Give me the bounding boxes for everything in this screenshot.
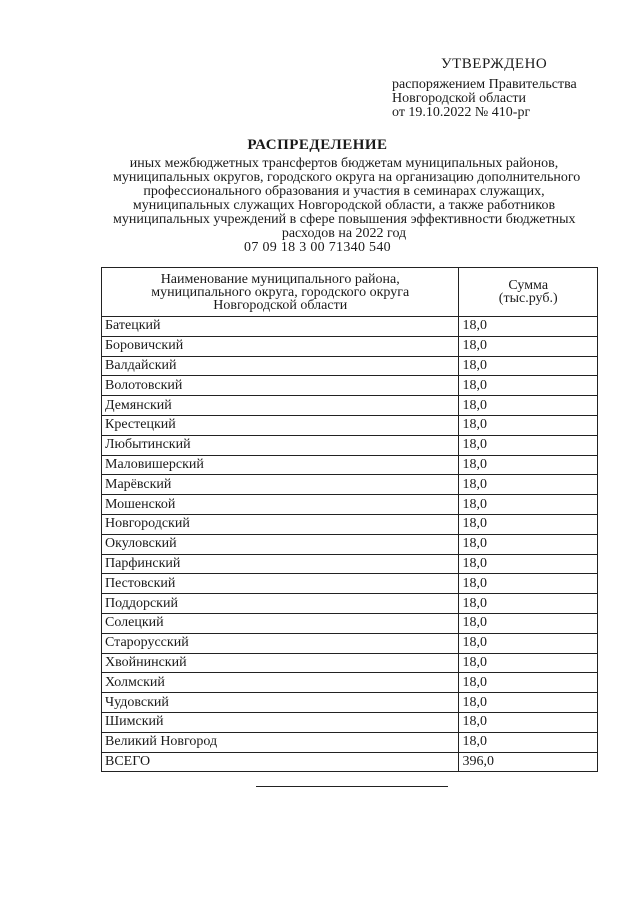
sum-value: 18,0 bbox=[459, 495, 598, 515]
approval-reference bbox=[392, 78, 577, 120]
sum-value: 18,0 bbox=[459, 396, 598, 416]
header-sum-line: (тыс.руб.) bbox=[498, 291, 558, 306]
municipality-name: Новгородский bbox=[102, 514, 459, 534]
total-value: 396,0 bbox=[459, 752, 598, 772]
table-row bbox=[102, 396, 598, 416]
approval-line: распоряжением Правительства bbox=[392, 77, 577, 92]
municipality-name: Чудовский bbox=[102, 693, 459, 713]
municipality-name: Шимский bbox=[102, 712, 459, 732]
header-sum-line: Сумма bbox=[508, 278, 549, 293]
table-row bbox=[102, 712, 598, 732]
municipality-name: Демянский bbox=[102, 396, 459, 416]
municipality-name: Валдайский bbox=[102, 356, 459, 376]
subtitle-line: профессионального образования и участия в семинарах служащих, bbox=[143, 184, 545, 199]
subtitle-line: муниципальных округов, городского округа на организацию дополнительного bbox=[113, 170, 581, 185]
sum-value: 18,0 bbox=[459, 693, 598, 713]
sum-value: 18,0 bbox=[459, 613, 598, 633]
municipality-name: Парфинский bbox=[102, 554, 459, 574]
sum-value: 18,0 bbox=[459, 415, 598, 435]
table-row bbox=[102, 633, 598, 653]
municipality-name: Окуловский bbox=[102, 534, 459, 554]
header-name-cell bbox=[102, 268, 459, 317]
sum-value: 18,0 bbox=[459, 514, 598, 534]
table-row bbox=[102, 613, 598, 633]
table-row bbox=[102, 554, 598, 574]
table-row bbox=[102, 495, 598, 515]
table-row bbox=[102, 693, 598, 713]
table-row bbox=[102, 336, 598, 356]
table-row bbox=[102, 376, 598, 396]
approval-line: Новгородской области bbox=[392, 91, 526, 106]
header-sum-cell bbox=[459, 268, 598, 317]
header-name-line: муниципального округа, городского округа bbox=[151, 284, 410, 300]
total-row bbox=[102, 752, 598, 772]
sum-value: 18,0 bbox=[459, 317, 598, 337]
approval-stamp: УТВЕРЖДЕНО bbox=[441, 56, 548, 72]
table-row bbox=[102, 732, 598, 752]
total-label: ВСЕГО bbox=[102, 752, 459, 772]
document-subtitle bbox=[113, 156, 581, 241]
municipality-name: Волотовский bbox=[102, 376, 459, 396]
sum-value: 18,0 bbox=[459, 594, 598, 614]
table-row bbox=[102, 534, 598, 554]
table-row bbox=[102, 574, 598, 594]
subtitle-line: муниципальных учреждений в сфере повышения эффективности бюджетных bbox=[113, 212, 576, 227]
table-row bbox=[102, 435, 598, 455]
sum-value: 18,0 bbox=[459, 554, 598, 574]
municipality-name: Великий Новгород bbox=[102, 732, 459, 752]
sum-value: 18,0 bbox=[459, 336, 598, 356]
sum-value: 18,0 bbox=[459, 633, 598, 653]
municipality-name: Батецкий bbox=[102, 317, 459, 337]
distribution-table bbox=[101, 267, 598, 772]
subtitle-line: иных межбюджетных трансфертов бюджетам муниципальных районов, bbox=[129, 156, 559, 171]
table-row bbox=[102, 415, 598, 435]
closing-divider bbox=[256, 786, 448, 787]
approval-line: от 19.10.2022 № 410-рг bbox=[392, 105, 531, 120]
budget-classification-code: 07 09 18 3 00 71340 540 bbox=[244, 240, 391, 255]
sum-value: 18,0 bbox=[459, 712, 598, 732]
sum-value: 18,0 bbox=[459, 435, 598, 455]
municipality-name: Мошенской bbox=[102, 495, 459, 515]
table-row bbox=[102, 653, 598, 673]
sum-value: 18,0 bbox=[459, 574, 598, 594]
sum-value: 18,0 bbox=[459, 455, 598, 475]
municipality-name: Маловишерский bbox=[102, 455, 459, 475]
municipality-name: Солецкий bbox=[102, 613, 459, 633]
municipality-name: Пестовский bbox=[102, 574, 459, 594]
municipality-name: Марёвский bbox=[102, 475, 459, 495]
table-row bbox=[102, 514, 598, 534]
sum-value: 18,0 bbox=[459, 534, 598, 554]
sum-value: 18,0 bbox=[459, 653, 598, 673]
sum-value: 18,0 bbox=[459, 475, 598, 495]
municipality-name: Старорусский bbox=[102, 633, 459, 653]
header-name-line: Наименование муниципального района, bbox=[160, 271, 400, 287]
municipality-name: Боровичский bbox=[102, 336, 459, 356]
municipality-name: Поддорский bbox=[102, 594, 459, 614]
sum-value: 18,0 bbox=[459, 732, 598, 752]
table-row bbox=[102, 455, 598, 475]
sum-value: 18,0 bbox=[459, 356, 598, 376]
table-row bbox=[102, 317, 598, 337]
sum-value: 18,0 bbox=[459, 673, 598, 693]
subtitle-line: муниципальных служащих Новгородской области, а также работников bbox=[132, 198, 556, 213]
table-row bbox=[102, 356, 598, 376]
municipality-name: Крестецкий bbox=[102, 415, 459, 435]
header-name-line: Новгородской области bbox=[213, 297, 348, 313]
municipality-name: Любытинский bbox=[102, 435, 459, 455]
municipality-name: Хвойнинский bbox=[102, 653, 459, 673]
subtitle-line: расходов на 2022 год bbox=[281, 226, 407, 241]
municipality-name: Холмский bbox=[102, 673, 459, 693]
table-row bbox=[102, 475, 598, 495]
table-header-row bbox=[102, 268, 598, 317]
document-title: РАСПРЕДЕЛЕНИЕ bbox=[247, 137, 388, 153]
sum-value: 18,0 bbox=[459, 376, 598, 396]
table-row bbox=[102, 594, 598, 614]
table-row bbox=[102, 673, 598, 693]
